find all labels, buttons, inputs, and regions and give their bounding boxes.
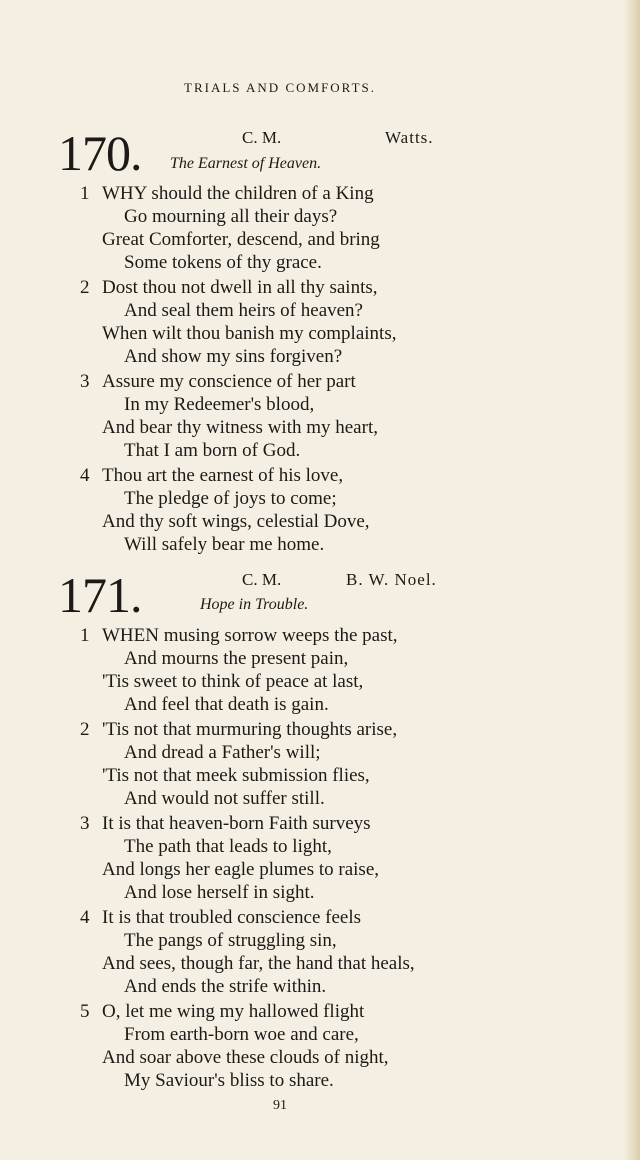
verse-line: Some tokens of thy grace.: [124, 252, 322, 273]
stanza-number: 1: [80, 183, 90, 204]
verse-line: Go mourning all their days?: [124, 206, 338, 227]
author-name: Watts.: [385, 128, 434, 147]
verse-line: [80, 464, 560, 487]
line-text: Thou art the earnest of his love,: [102, 465, 344, 486]
stanza: [80, 370, 560, 462]
hymn-number: 170.: [58, 125, 142, 181]
stanza: [80, 718, 560, 810]
stanza: [80, 464, 560, 556]
verse-line: And feel that death is gain.: [124, 694, 329, 715]
line-text: O, let me wing my hallowed flight: [102, 1001, 365, 1022]
verse-line: [80, 718, 560, 741]
verse-line: And dread a Father's will;: [124, 742, 321, 763]
stanza-number: 3: [80, 813, 90, 834]
line-text: WHY should the children of a King: [102, 183, 374, 204]
verse-line: [80, 624, 560, 647]
verse-line: And ends the strife within.: [124, 976, 327, 997]
line-text: It is that troubled conscience feels: [102, 907, 362, 928]
verse-line: That I am born of God.: [124, 440, 301, 461]
verse-line: My Saviour's bliss to share.: [124, 1070, 334, 1091]
stanza-number: 4: [80, 465, 90, 486]
verse-line: [80, 1000, 560, 1023]
stanza: [80, 276, 560, 368]
verse-line: The pangs of struggling sin,: [124, 930, 337, 951]
stanza-number: 1: [80, 625, 90, 646]
verse-line: Will safely bear me home.: [124, 534, 325, 555]
running-head: TRIALS AND COMFORTS.: [184, 80, 376, 95]
verse-line: [80, 906, 560, 929]
page-number: 91: [273, 1098, 287, 1113]
line-text: Assure my conscience of her part: [102, 371, 356, 392]
stanza-number: 5: [80, 1001, 90, 1022]
stanza-number: 2: [80, 277, 90, 298]
line-text: WHEN musing sorrow weeps the past,: [102, 625, 398, 646]
verse-line: [80, 276, 560, 299]
verse-line: The path that leads to light,: [124, 836, 332, 857]
stanza: [80, 906, 560, 998]
line-text: 'Tis not that murmuring thoughts arise,: [102, 719, 398, 740]
verse-line: And lose herself in sight.: [124, 882, 315, 903]
hymn-number: 171.: [58, 567, 142, 623]
hymn-subtitle: Hope in Trouble.: [200, 596, 309, 613]
verse-line: In my Redeemer's blood,: [124, 394, 315, 415]
verse-line: And sees, though far, the hand that heals,: [102, 953, 415, 974]
verse-line: And would not suffer still.: [124, 788, 325, 809]
verse-line: And thy soft wings, celestial Dove,: [102, 511, 370, 532]
line-text: Dost thou not dwell in all thy saints,: [102, 277, 378, 298]
verse-line: Great Comforter, descend, and bring: [102, 229, 380, 250]
stanza: [80, 624, 560, 716]
verse-line: And bear thy witness with my heart,: [102, 417, 378, 438]
author-name: B. W. Noel.: [346, 570, 437, 589]
hymn-subtitle: The Earnest of Heaven.: [170, 155, 322, 172]
stanza-number: 2: [80, 719, 90, 740]
page-edge: [624, 0, 640, 1160]
stanza: [80, 812, 560, 904]
verse-line: The pledge of joys to come;: [124, 488, 337, 509]
verse-line: And mourns the present pain,: [124, 648, 349, 669]
verse-line: When wilt thou banish my complaints,: [102, 323, 397, 344]
verse-line: And seal them heirs of heaven?: [124, 300, 363, 321]
verse-line: And soar above these clouds of night,: [102, 1047, 389, 1068]
verse-line: And longs her eagle plumes to raise,: [102, 859, 380, 880]
verse-line: [80, 812, 560, 835]
verse-line: From earth-born woe and care,: [124, 1024, 359, 1045]
meter-label: C. M.: [242, 570, 282, 589]
stanza-number: 4: [80, 907, 90, 928]
line-text: It is that heaven-born Faith surveys: [102, 813, 371, 834]
stanza-number: 3: [80, 371, 90, 392]
verse-line: [80, 370, 560, 393]
verse-line: And show my sins forgiven?: [124, 346, 343, 367]
stanza: [80, 182, 560, 274]
stanza: [80, 1000, 560, 1092]
verse-line: 'Tis not that meek submission flies,: [102, 765, 370, 786]
verse-line: 'Tis sweet to think of peace at last,: [102, 671, 364, 692]
verse-line: [80, 182, 560, 205]
meter-label: C. M.: [242, 128, 282, 147]
